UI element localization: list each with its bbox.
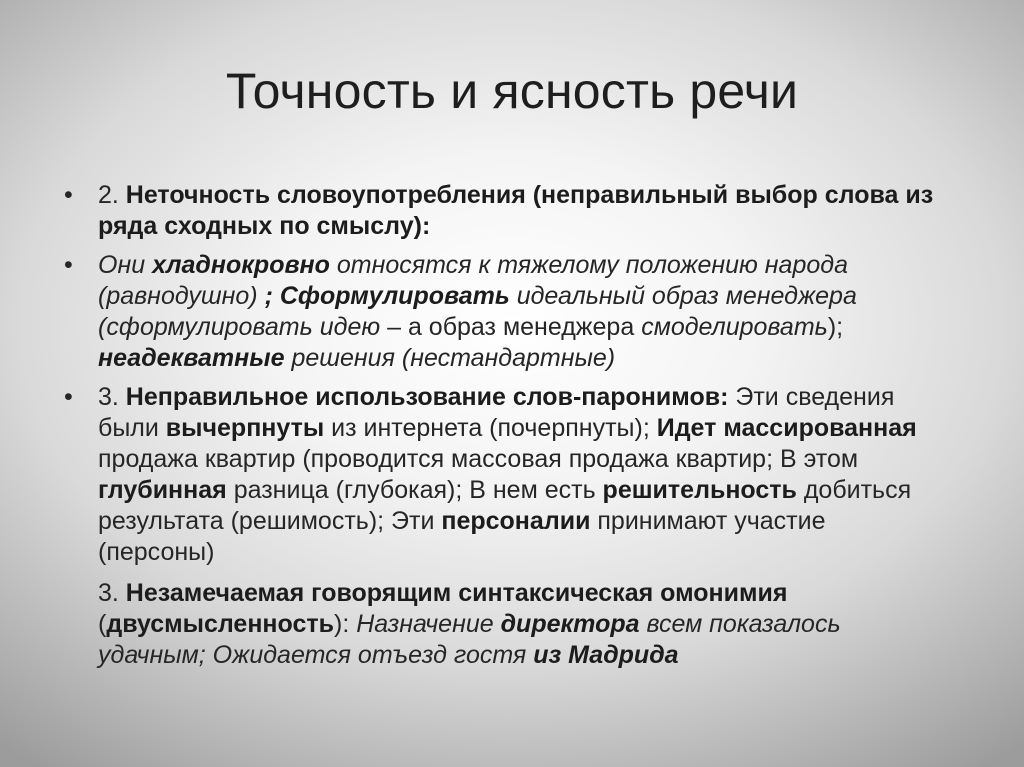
text-run: относятся к тяжелому положению народа (равнодушно) bbox=[98, 251, 848, 310]
bullet-point: • bbox=[64, 251, 73, 279]
text-run: Они bbox=[98, 251, 153, 279]
text-run: из интернета (почерпнуты); bbox=[324, 414, 657, 442]
bullet-text bbox=[98, 181, 933, 240]
text-run: ; Сформулировать bbox=[264, 282, 510, 310]
bullet-text bbox=[98, 383, 917, 566]
text-run: 3. bbox=[98, 579, 126, 607]
text-run: Неточность словоупотребления (неправильный выбор слова из ряда сходных по смыслу): bbox=[98, 181, 934, 240]
plain-paragraph bbox=[64, 578, 944, 671]
text-run: 2. bbox=[98, 181, 126, 209]
bullet-item-3 bbox=[64, 382, 944, 568]
text-run: двусмысленность bbox=[106, 610, 334, 638]
text-run: Неправильное использование слов-паронимов: bbox=[125, 383, 729, 411]
text-run: продажа квартир (проводится массовая продажа квартир; В этом bbox=[98, 445, 859, 473]
text-run: разница (глубокая); В нем есть bbox=[226, 476, 603, 504]
text-run: директора bbox=[500, 610, 640, 638]
text-run: неадекватные bbox=[98, 344, 285, 372]
text-run: Эти сведения были bbox=[98, 383, 895, 442]
slide-content bbox=[64, 180, 944, 671]
text-run: ); bbox=[827, 313, 844, 341]
text-run: принимают участие (персоны) bbox=[98, 507, 826, 566]
text-run: – а образ менеджера bbox=[380, 313, 642, 341]
text-run: персоналии bbox=[441, 507, 591, 535]
text-run: Назначение bbox=[356, 610, 501, 638]
text-run: решительность bbox=[602, 476, 797, 504]
text-run: Идет массированная bbox=[656, 414, 917, 442]
text-run: идеальный образ менеджера (сформулировать идею bbox=[98, 282, 857, 341]
text-run: всем показалось удачным; Ожидается отъезд гостя bbox=[98, 610, 841, 669]
text-run: ( bbox=[98, 610, 107, 638]
text-run: Незамечаемая говорящим синтаксическая омонимия bbox=[125, 579, 788, 607]
text-run: вычерпнуты bbox=[165, 414, 325, 442]
text-run: хладнокровно bbox=[152, 251, 330, 279]
bullet-item-2 bbox=[64, 250, 944, 374]
text-run: добиться результата (решимость); Эти bbox=[98, 476, 912, 535]
slide-title: Точность и ясность речи bbox=[225, 63, 799, 119]
bullet-text bbox=[98, 251, 857, 372]
text-run: 3. bbox=[98, 383, 126, 411]
bullet-point: • bbox=[64, 181, 73, 209]
bullet-point: • bbox=[64, 383, 73, 411]
text-run: смоделировать bbox=[641, 313, 828, 341]
bullet-item-1 bbox=[64, 180, 944, 242]
text-run: ): bbox=[334, 610, 357, 638]
text-run: из Мадрида bbox=[533, 641, 679, 669]
text-run: решения (нестандартные) bbox=[284, 344, 616, 372]
text-run: глубинная bbox=[98, 476, 227, 504]
